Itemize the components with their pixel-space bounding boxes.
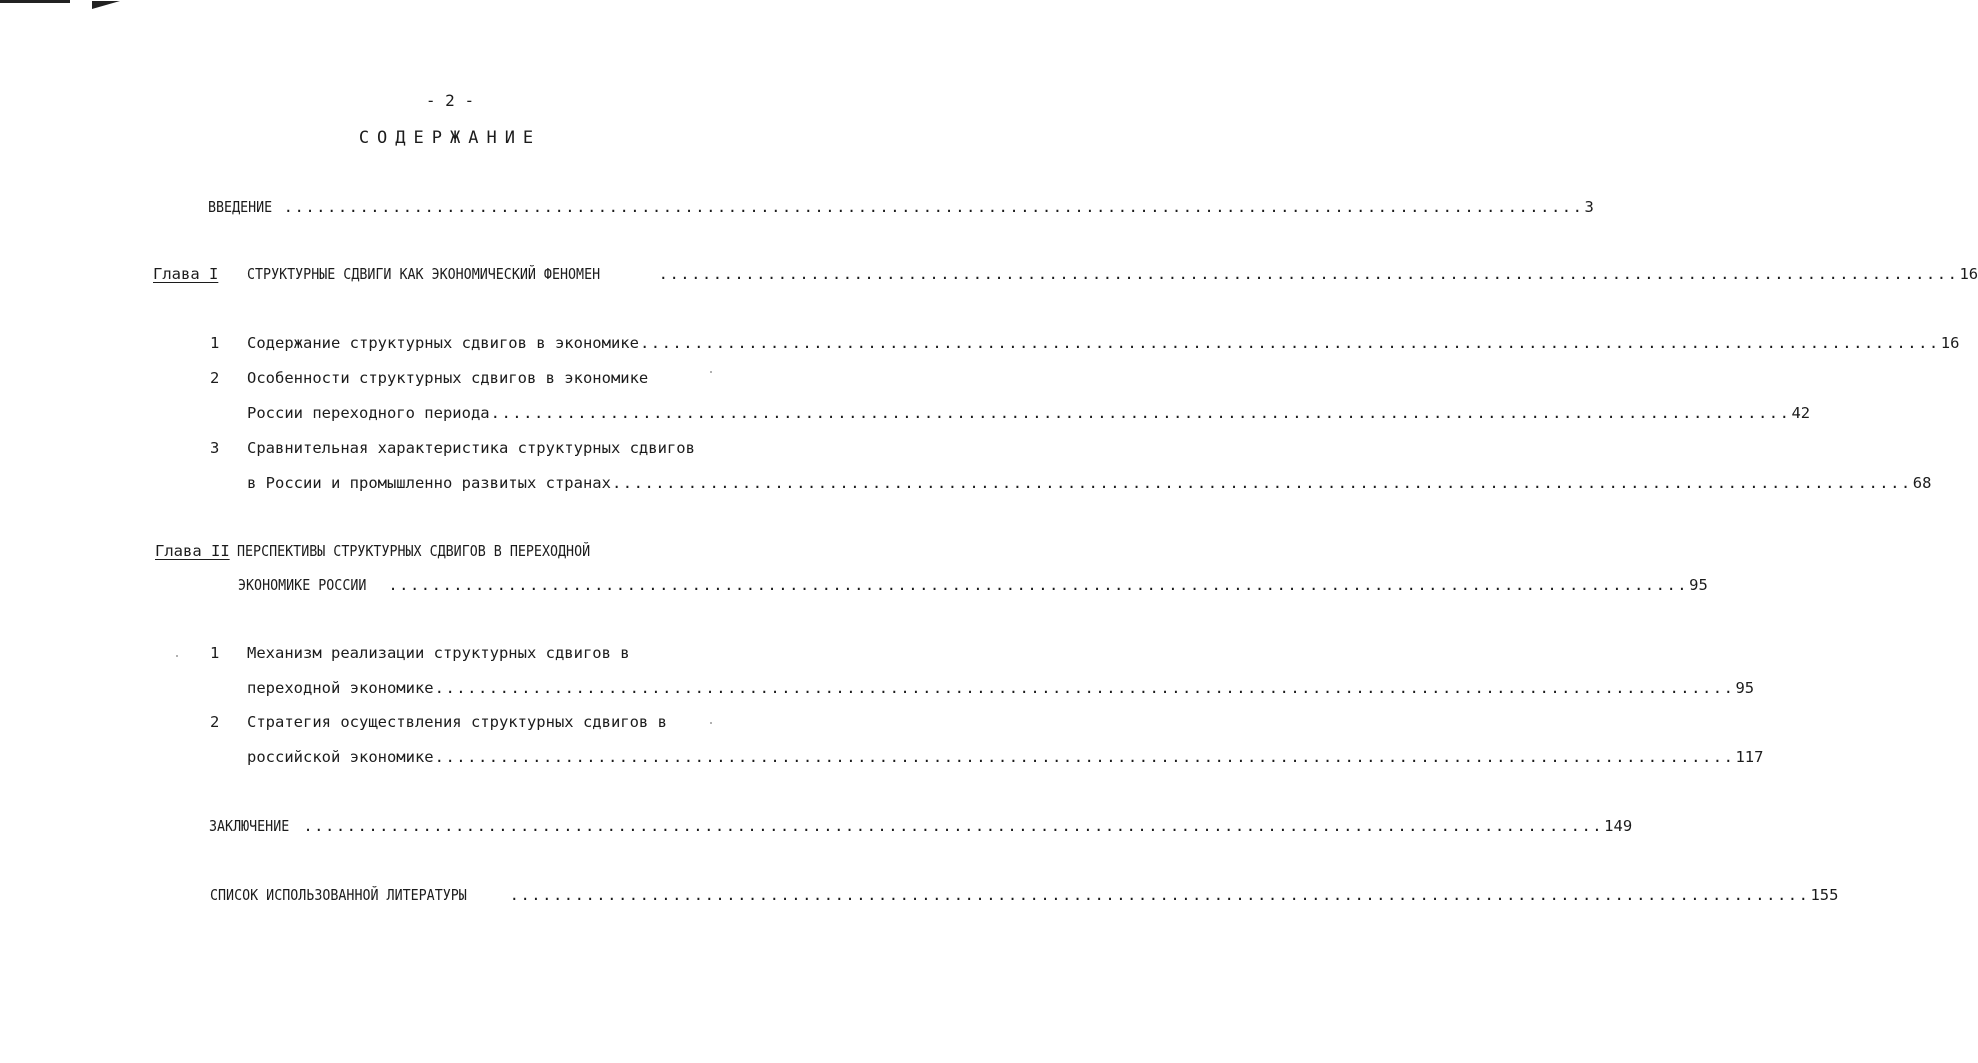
toc-entry-text-line: [247, 367, 707, 389]
toc-entry-text: в России и промышленно развитых странах: [247, 474, 611, 492]
toc-entry-page: 117: [1735, 748, 1764, 766]
toc-entry-text: Сравнительная характеристика структурных сдвигов: [247, 439, 695, 457]
toc-entry-section-1-3: [247, 472, 1932, 494]
section-number: 1: [210, 644, 220, 662]
scan-speck: [176, 655, 178, 657]
toc-entry-chapter-2: [238, 574, 1708, 596]
toc-entry-section-2-2: [247, 746, 1764, 768]
dot-leader: ........................................................................................................................: [283, 198, 1584, 216]
toc-entry-section-2-1: [247, 677, 1755, 699]
scan-edge-mark: [0, 0, 70, 3]
toc-entry-text: России переходного периода: [247, 404, 490, 422]
toc-entry-text: СТРУКТУРНЫЕ СДВИГИ КАК ЭКОНОМИЧЕСКИЙ ФЕНОМЕН: [247, 265, 601, 283]
dot-leader: ........................................................................................................................: [509, 886, 1810, 904]
section-number: 3: [210, 439, 220, 457]
dot-leader: ........................................................................................................................: [303, 817, 1604, 835]
toc-entry-text-line: [247, 437, 695, 459]
toc-entry-page: 95: [1689, 576, 1708, 594]
section-number: 2: [210, 713, 220, 731]
toc-entry-conclusion: [209, 815, 1633, 837]
toc-entry-page: 68: [1912, 474, 1932, 492]
toc-entry-section-1-2: [247, 402, 1811, 424]
dot-leader: ........................................................................................................................: [611, 474, 1912, 492]
page-number: - 2 -: [425, 91, 475, 110]
toc-entry-page: 95: [1735, 679, 1755, 697]
section-number: 2: [210, 369, 220, 387]
scan-edge-mark: [92, 1, 120, 9]
toc-entry-text: Механизм реализации структурных сдвигов в: [247, 644, 630, 662]
scan-speck: [710, 371, 712, 373]
dot-leader: ........................................................................................................................: [639, 334, 1940, 352]
toc-entry-text: ЗАКЛЮЧЕНИЕ: [209, 817, 290, 835]
toc-entry-text: российской экономике: [247, 748, 434, 766]
scan-speck: [710, 722, 712, 724]
toc-entry-text-line: [237, 540, 648, 562]
toc-entry-text: Особенности структурных сдвигов в экономике: [247, 369, 649, 387]
dot-leader: ........................................................................................................................: [658, 265, 1959, 283]
dot-leader: ........................................................................................................................: [434, 679, 1735, 697]
section-number: 1: [210, 334, 220, 352]
toc-entry-text: Содержание структурных сдвигов в экономике: [247, 334, 639, 352]
chapter-2-label: Глава II: [155, 542, 230, 560]
toc-entry-page: 16: [1959, 265, 1978, 283]
dot-leader: ........................................................................................................................: [434, 748, 1735, 766]
toc-entry-page: 42: [1791, 404, 1811, 422]
toc-entry-text-line: [247, 711, 667, 733]
toc-entry-text: ЭКОНОМИКЕ РОССИИ: [238, 576, 367, 594]
toc-entry-page: 155: [1810, 886, 1839, 904]
toc-entry-text: Стратегия осуществления структурных сдвигов в: [247, 713, 667, 731]
toc-entry-section-1-1: [247, 332, 1960, 354]
page-title: СОДЕРЖАНИЕ: [358, 128, 542, 148]
dot-leader: ........................................................................................................................: [388, 576, 1689, 594]
toc-entry-page: 149: [1604, 817, 1633, 835]
toc-entry-text-line: [247, 642, 630, 664]
toc-entry-references: [210, 884, 1839, 906]
toc-entry-text: СПИСОК ИСПОЛЬЗОВАННОЙ ЛИТЕРАТУРЫ: [210, 886, 467, 904]
toc-entry-text: ВВЕДЕНИЕ: [208, 198, 273, 216]
dot-leader: ........................................................................................................................: [490, 404, 1791, 422]
toc-entry-page: 3: [1584, 198, 1594, 216]
toc-entry-page: 16: [1940, 334, 1960, 352]
toc-entry-text: переходной экономике: [247, 679, 434, 697]
chapter-1-label: Глава I: [153, 265, 219, 283]
toc-entry-text: ПЕРСПЕКТИВЫ СТРУКТУРНЫХ СДВИГОВ В ПЕРЕХОДНОЙ: [237, 542, 591, 560]
toc-entry-intro: [208, 196, 1594, 218]
toc-entry-chapter-1: [247, 263, 1978, 285]
